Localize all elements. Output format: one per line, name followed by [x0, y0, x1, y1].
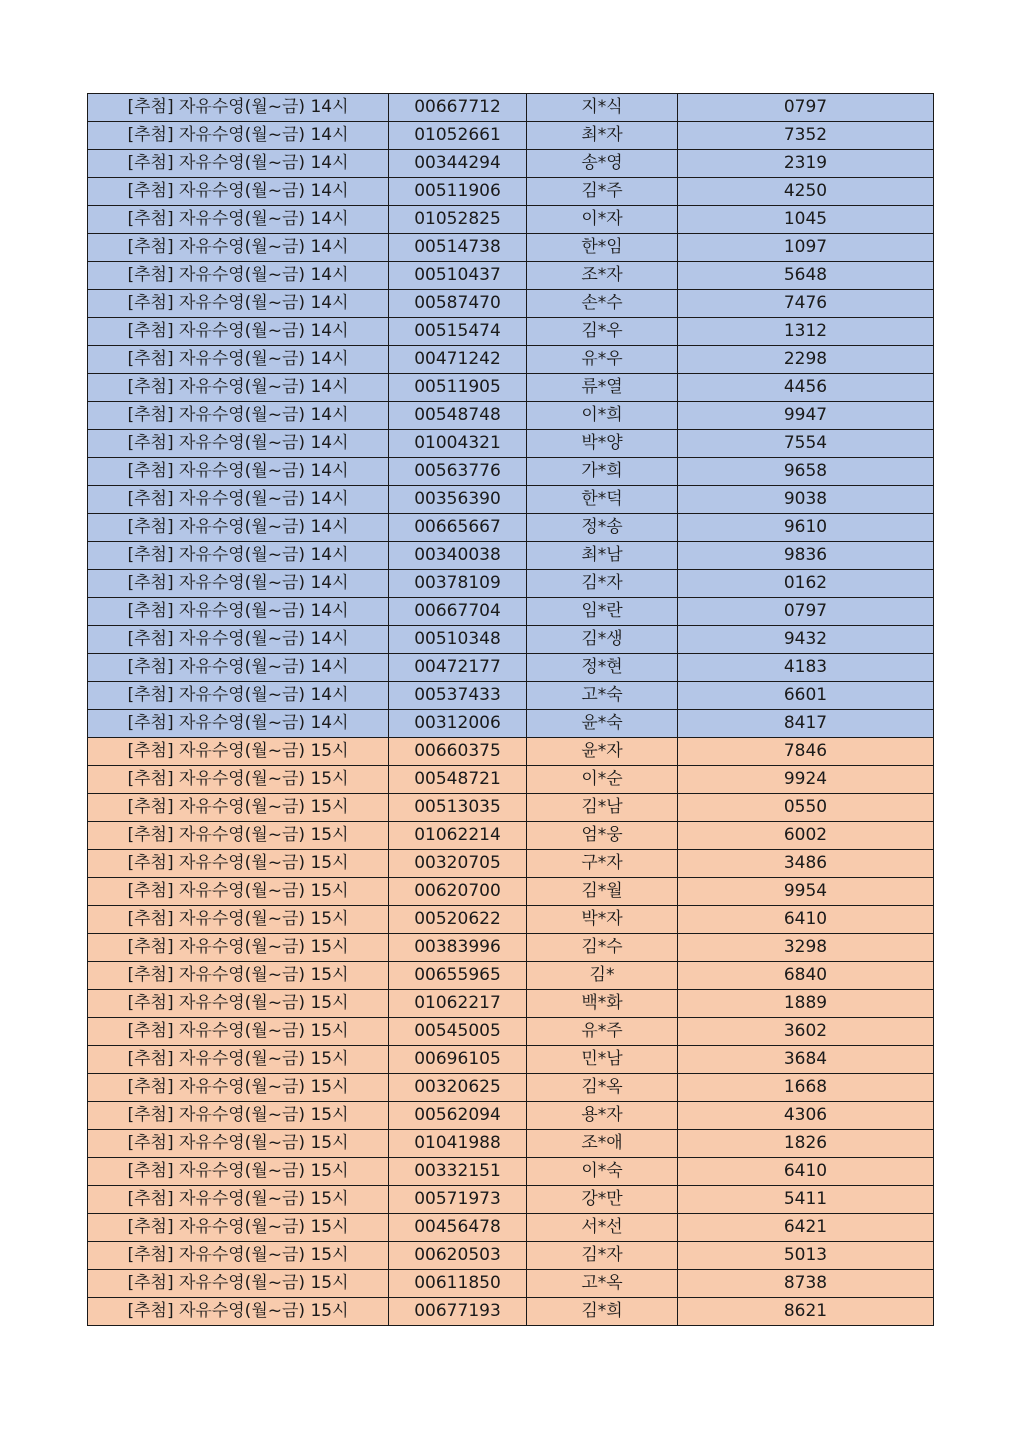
phone-last4-cell: 5411 [678, 1186, 934, 1214]
member-id-cell: 01052661 [389, 122, 527, 150]
member-name-cell: 고*숙 [527, 682, 678, 710]
phone-last4-cell: 5013 [678, 1242, 934, 1270]
phone-last4-cell: 9432 [678, 626, 934, 654]
member-name-cell: 엄*웅 [527, 822, 678, 850]
member-name-cell: 김*남 [527, 794, 678, 822]
phone-last4-cell: 9947 [678, 402, 934, 430]
phone-last4-cell: 0797 [678, 598, 934, 626]
member-id-cell: 01062217 [389, 990, 527, 1018]
phone-last4-cell: 1045 [678, 206, 934, 234]
member-id-cell: 00472177 [389, 654, 527, 682]
course-cell: [추첨] 자유수영(월~금) 15시 [88, 1186, 389, 1214]
table-row [88, 290, 934, 318]
course-cell: [추첨] 자유수영(월~금) 15시 [88, 1242, 389, 1270]
course-cell: [추첨] 자유수영(월~금) 15시 [88, 1130, 389, 1158]
table-row [88, 878, 934, 906]
phone-last4-cell: 9610 [678, 514, 934, 542]
member-id-cell: 00562094 [389, 1102, 527, 1130]
member-id-cell: 00513035 [389, 794, 527, 822]
member-name-cell: 김*희 [527, 1298, 678, 1326]
member-id-cell: 00665667 [389, 514, 527, 542]
member-id-cell: 00677193 [389, 1298, 527, 1326]
phone-last4-cell: 0162 [678, 570, 934, 598]
table-body [88, 94, 934, 1326]
phone-last4-cell: 4250 [678, 178, 934, 206]
table-row [88, 766, 934, 794]
course-cell: [추첨] 자유수영(월~금) 14시 [88, 626, 389, 654]
table-row [88, 906, 934, 934]
table-row [88, 598, 934, 626]
member-id-cell: 00620503 [389, 1242, 527, 1270]
member-name-cell: 정*현 [527, 654, 678, 682]
phone-last4-cell: 9038 [678, 486, 934, 514]
phone-last4-cell: 7554 [678, 430, 934, 458]
course-cell: [추첨] 자유수영(월~금) 14시 [88, 598, 389, 626]
table-row [88, 822, 934, 850]
member-name-cell: 김* [527, 962, 678, 990]
table-row [88, 94, 934, 122]
course-cell: [추첨] 자유수영(월~금) 15시 [88, 1158, 389, 1186]
member-id-cell: 00515474 [389, 318, 527, 346]
phone-last4-cell: 0550 [678, 794, 934, 822]
table-row [88, 710, 934, 738]
phone-last4-cell: 1097 [678, 234, 934, 262]
table-row [88, 1130, 934, 1158]
course-cell: [추첨] 자유수영(월~금) 14시 [88, 402, 389, 430]
member-name-cell: 한*덕 [527, 486, 678, 514]
course-cell: [추첨] 자유수영(월~금) 14시 [88, 318, 389, 346]
table-row [88, 990, 934, 1018]
phone-last4-cell: 7846 [678, 738, 934, 766]
phone-last4-cell: 6421 [678, 1214, 934, 1242]
table-row [88, 1046, 934, 1074]
member-name-cell: 고*옥 [527, 1270, 678, 1298]
phone-last4-cell: 1826 [678, 1130, 934, 1158]
member-id-cell: 01062214 [389, 822, 527, 850]
phone-last4-cell: 9658 [678, 458, 934, 486]
phone-last4-cell: 3298 [678, 934, 934, 962]
member-name-cell: 송*영 [527, 150, 678, 178]
phone-last4-cell: 3486 [678, 850, 934, 878]
table-row [88, 1158, 934, 1186]
member-name-cell: 정*송 [527, 514, 678, 542]
member-name-cell: 손*수 [527, 290, 678, 318]
member-id-cell: 00378109 [389, 570, 527, 598]
table-row [88, 1270, 934, 1298]
table-row [88, 962, 934, 990]
table-row [88, 654, 934, 682]
member-id-cell: 00456478 [389, 1214, 527, 1242]
member-id-cell: 00511906 [389, 178, 527, 206]
course-cell: [추첨] 자유수영(월~금) 15시 [88, 1214, 389, 1242]
member-name-cell: 가*희 [527, 458, 678, 486]
phone-last4-cell: 1312 [678, 318, 934, 346]
member-name-cell: 이*숙 [527, 1158, 678, 1186]
course-cell: [추첨] 자유수영(월~금) 14시 [88, 290, 389, 318]
course-cell: [추첨] 자유수영(월~금) 15시 [88, 1270, 389, 1298]
course-cell: [추첨] 자유수영(월~금) 14시 [88, 682, 389, 710]
table-row [88, 794, 934, 822]
table-row [88, 1102, 934, 1130]
course-cell: [추첨] 자유수영(월~금) 15시 [88, 766, 389, 794]
member-name-cell: 박*자 [527, 906, 678, 934]
member-id-cell: 00320625 [389, 1074, 527, 1102]
course-cell: [추첨] 자유수영(월~금) 15시 [88, 850, 389, 878]
table-row [88, 234, 934, 262]
member-name-cell: 박*양 [527, 430, 678, 458]
course-cell: [추첨] 자유수영(월~금) 14시 [88, 346, 389, 374]
table-row [88, 374, 934, 402]
member-name-cell: 구*자 [527, 850, 678, 878]
course-cell: [추첨] 자유수영(월~금) 14시 [88, 150, 389, 178]
table-row [88, 150, 934, 178]
phone-last4-cell: 9924 [678, 766, 934, 794]
phone-last4-cell: 2319 [678, 150, 934, 178]
course-cell: [추첨] 자유수영(월~금) 15시 [88, 1018, 389, 1046]
member-id-cell: 00587470 [389, 290, 527, 318]
course-cell: [추첨] 자유수영(월~금) 14시 [88, 542, 389, 570]
phone-last4-cell: 3684 [678, 1046, 934, 1074]
member-name-cell: 유*주 [527, 1018, 678, 1046]
table-row [88, 486, 934, 514]
phone-last4-cell: 8417 [678, 710, 934, 738]
course-cell: [추첨] 자유수영(월~금) 14시 [88, 570, 389, 598]
table-row [88, 850, 934, 878]
course-cell: [추첨] 자유수영(월~금) 14시 [88, 710, 389, 738]
table-row [88, 122, 934, 150]
member-name-cell: 김*옥 [527, 1074, 678, 1102]
member-name-cell: 최*남 [527, 542, 678, 570]
member-id-cell: 00312006 [389, 710, 527, 738]
member-id-cell: 00563776 [389, 458, 527, 486]
course-cell: [추첨] 자유수영(월~금) 15시 [88, 1298, 389, 1326]
table-row [88, 262, 934, 290]
phone-last4-cell: 1668 [678, 1074, 934, 1102]
member-name-cell: 김*월 [527, 878, 678, 906]
member-id-cell: 00356390 [389, 486, 527, 514]
phone-last4-cell: 1889 [678, 990, 934, 1018]
member-name-cell: 지*식 [527, 94, 678, 122]
member-id-cell: 00655965 [389, 962, 527, 990]
phone-last4-cell: 6410 [678, 906, 934, 934]
table-row [88, 346, 934, 374]
table-row [88, 934, 934, 962]
table-row [88, 458, 934, 486]
member-name-cell: 김*자 [527, 1242, 678, 1270]
phone-last4-cell: 6002 [678, 822, 934, 850]
member-name-cell: 윤*숙 [527, 710, 678, 738]
member-name-cell: 김*수 [527, 934, 678, 962]
member-id-cell: 00545005 [389, 1018, 527, 1046]
phone-last4-cell: 4306 [678, 1102, 934, 1130]
course-cell: [추첨] 자유수영(월~금) 14시 [88, 178, 389, 206]
phone-last4-cell: 9836 [678, 542, 934, 570]
table-row [88, 626, 934, 654]
course-cell: [추첨] 자유수영(월~금) 15시 [88, 738, 389, 766]
member-name-cell: 강*만 [527, 1186, 678, 1214]
phone-last4-cell: 4183 [678, 654, 934, 682]
member-name-cell: 김*생 [527, 626, 678, 654]
course-cell: [추첨] 자유수영(월~금) 14시 [88, 262, 389, 290]
phone-last4-cell: 9954 [678, 878, 934, 906]
table-row [88, 1298, 934, 1326]
course-cell: [추첨] 자유수영(월~금) 15시 [88, 1046, 389, 1074]
member-id-cell: 00571973 [389, 1186, 527, 1214]
member-id-cell: 00696105 [389, 1046, 527, 1074]
phone-last4-cell: 8738 [678, 1270, 934, 1298]
course-cell: [추첨] 자유수영(월~금) 15시 [88, 906, 389, 934]
member-id-cell: 00320705 [389, 850, 527, 878]
member-id-cell: 00660375 [389, 738, 527, 766]
phone-last4-cell: 6410 [678, 1158, 934, 1186]
phone-last4-cell: 7476 [678, 290, 934, 318]
member-name-cell: 유*우 [527, 346, 678, 374]
course-cell: [추첨] 자유수영(월~금) 14시 [88, 514, 389, 542]
course-cell: [추첨] 자유수영(월~금) 14시 [88, 206, 389, 234]
course-cell: [추첨] 자유수영(월~금) 15시 [88, 934, 389, 962]
table-row [88, 542, 934, 570]
course-cell: [추첨] 자유수영(월~금) 14시 [88, 94, 389, 122]
member-id-cell: 01041988 [389, 1130, 527, 1158]
phone-last4-cell: 0797 [678, 94, 934, 122]
member-name-cell: 이*순 [527, 766, 678, 794]
member-id-cell: 00548721 [389, 766, 527, 794]
member-id-cell: 00383996 [389, 934, 527, 962]
table-row [88, 178, 934, 206]
member-name-cell: 김*우 [527, 318, 678, 346]
member-id-cell: 00611850 [389, 1270, 527, 1298]
member-name-cell: 류*열 [527, 374, 678, 402]
member-name-cell: 김*주 [527, 178, 678, 206]
table-row [88, 1018, 934, 1046]
table-row [88, 1214, 934, 1242]
member-id-cell: 01004321 [389, 430, 527, 458]
phone-last4-cell: 5648 [678, 262, 934, 290]
member-name-cell: 민*남 [527, 1046, 678, 1074]
table-row [88, 1074, 934, 1102]
phone-last4-cell: 4456 [678, 374, 934, 402]
member-name-cell: 조*자 [527, 262, 678, 290]
table-row [88, 206, 934, 234]
table-row [88, 514, 934, 542]
member-id-cell: 00514738 [389, 234, 527, 262]
phone-last4-cell: 8621 [678, 1298, 934, 1326]
member-id-cell: 00520622 [389, 906, 527, 934]
course-cell: [추첨] 자유수영(월~금) 14시 [88, 234, 389, 262]
member-id-cell: 00344294 [389, 150, 527, 178]
course-cell: [추첨] 자유수영(월~금) 15시 [88, 794, 389, 822]
member-name-cell: 한*임 [527, 234, 678, 262]
member-id-cell: 00471242 [389, 346, 527, 374]
table-row [88, 1186, 934, 1214]
member-id-cell: 00620700 [389, 878, 527, 906]
member-name-cell: 윤*자 [527, 738, 678, 766]
member-name-cell: 최*자 [527, 122, 678, 150]
member-name-cell: 용*자 [527, 1102, 678, 1130]
member-id-cell: 00548748 [389, 402, 527, 430]
lottery-results-table [87, 93, 934, 1326]
course-cell: [추첨] 자유수영(월~금) 14시 [88, 458, 389, 486]
course-cell: [추첨] 자유수영(월~금) 14시 [88, 122, 389, 150]
table-row [88, 682, 934, 710]
course-cell: [추첨] 자유수영(월~금) 14시 [88, 374, 389, 402]
course-cell: [추첨] 자유수영(월~금) 14시 [88, 430, 389, 458]
member-name-cell: 이*희 [527, 402, 678, 430]
course-cell: [추첨] 자유수영(월~금) 15시 [88, 1102, 389, 1130]
course-cell: [추첨] 자유수영(월~금) 14시 [88, 654, 389, 682]
table-row [88, 430, 934, 458]
member-name-cell: 백*화 [527, 990, 678, 1018]
course-cell: [추첨] 자유수영(월~금) 15시 [88, 822, 389, 850]
member-id-cell: 00537433 [389, 682, 527, 710]
phone-last4-cell: 3602 [678, 1018, 934, 1046]
member-id-cell: 00511905 [389, 374, 527, 402]
table-row [88, 318, 934, 346]
member-id-cell: 00667704 [389, 598, 527, 626]
course-cell: [추첨] 자유수영(월~금) 15시 [88, 962, 389, 990]
member-name-cell: 서*선 [527, 1214, 678, 1242]
member-id-cell: 00510437 [389, 262, 527, 290]
member-name-cell: 김*자 [527, 570, 678, 598]
phone-last4-cell: 7352 [678, 122, 934, 150]
member-id-cell: 01052825 [389, 206, 527, 234]
table-row [88, 570, 934, 598]
member-name-cell: 임*란 [527, 598, 678, 626]
member-id-cell: 00332151 [389, 1158, 527, 1186]
table-row [88, 402, 934, 430]
course-cell: [추첨] 자유수영(월~금) 15시 [88, 878, 389, 906]
member-name-cell: 이*자 [527, 206, 678, 234]
member-name-cell: 조*애 [527, 1130, 678, 1158]
member-id-cell: 00340038 [389, 542, 527, 570]
course-cell: [추첨] 자유수영(월~금) 14시 [88, 486, 389, 514]
table-row [88, 1242, 934, 1270]
course-cell: [추첨] 자유수영(월~금) 15시 [88, 990, 389, 1018]
phone-last4-cell: 6601 [678, 682, 934, 710]
member-id-cell: 00510348 [389, 626, 527, 654]
phone-last4-cell: 6840 [678, 962, 934, 990]
course-cell: [추첨] 자유수영(월~금) 15시 [88, 1074, 389, 1102]
phone-last4-cell: 2298 [678, 346, 934, 374]
table-row [88, 738, 934, 766]
member-id-cell: 00667712 [389, 94, 527, 122]
